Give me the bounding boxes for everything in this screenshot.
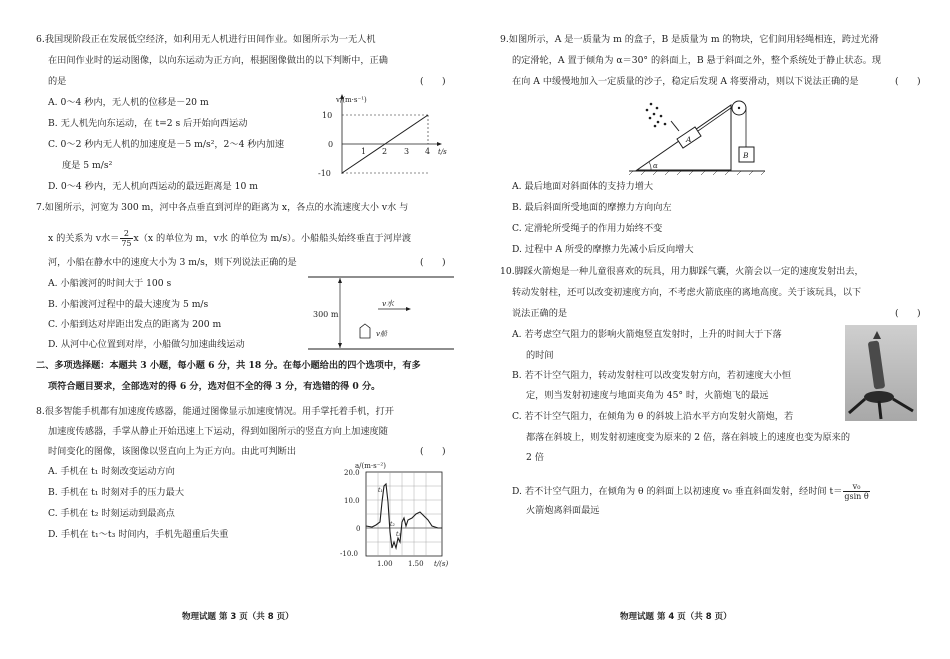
section2-heading-line1: 二、多项选择题：本题共 3 小题，每小题 6 分，共 18 分。在每小题给出的四个选项中，有多 bbox=[36, 360, 421, 371]
q9-option-c: C. 定滑轮所受绳子的作用力始终不变 bbox=[512, 223, 663, 234]
q7-stem-formula-prefix: x 的关系为 v水＝ bbox=[48, 233, 120, 244]
q10-option-a-cont: 的时间 bbox=[526, 350, 554, 361]
q10-option-c: C. 若不计空气阻力，在倾角为 θ 的斜坡上沿水平方向发射火箭炮，若 bbox=[512, 411, 794, 422]
q6-xtick-2: 2 bbox=[382, 147, 388, 156]
q6-option-a: A. 0～4 秒内，无人机的位移是－20 m bbox=[48, 97, 209, 108]
q6-option-c: C. 0～2 秒内无人机的加速度是－5 m/s²，2～4 秒内加速 bbox=[48, 139, 285, 150]
q10-option-b: B. 若不计空气阻力，转动发射柱可以改变发射方向，若初速度大小恒 bbox=[512, 370, 792, 381]
q8-option-d: D. 手机在 t₁～t₃ 时间内，手机先超重后失重 bbox=[48, 529, 229, 540]
q7-option-c: C. 小船到达对岸距出发点的距离为 200 m bbox=[48, 319, 222, 330]
q8-acceleration-graph bbox=[328, 462, 458, 570]
q7-vboat-label: v船 bbox=[376, 330, 387, 338]
q10-option-c-cont2: 2 倍 bbox=[526, 452, 544, 463]
q9-label-b: B bbox=[743, 151, 749, 160]
q9-sand-icon bbox=[646, 103, 667, 128]
q10-rocket-toy-photo bbox=[845, 325, 917, 421]
q8-ytick-0: 0 bbox=[356, 525, 361, 533]
q8-mark-t3: t₃ bbox=[396, 531, 401, 538]
q7-frac-numerator: 2 bbox=[120, 229, 132, 239]
q8-y-label: a/(m·s⁻²) bbox=[355, 462, 386, 470]
q9-stem-line3: 在向 A 中缓慢地加入一定质量的沙子，稳定后发现 A 将要滑动，则以下说法正确的是 bbox=[512, 76, 859, 87]
q9-ground-hatch bbox=[629, 171, 765, 175]
q8-mark-t1: t₁ bbox=[378, 487, 383, 494]
right-page-footer: 物理试题 第 4 页（共 8 页） bbox=[620, 612, 732, 622]
q7-option-d: D. 从河中心位置到对岸，小船做匀加速曲线运动 bbox=[48, 339, 245, 350]
q10-stem-line1: 10.脚踩火箭炮是一种儿童很喜欢的玩具，用力脚踩气囊，火箭会以一定的速度发射出去， bbox=[500, 266, 864, 277]
q8-ytick-20: 20.0 bbox=[344, 469, 360, 477]
q7-stem-line3: 河，小船在静水中的速度大小为 3 m/s，则下列说法正确的是 bbox=[48, 257, 297, 268]
q10-option-c-cont: 都落在斜坡上，则发射初速度变为原来的 2 倍，落在斜坡上的速度也变为原来的 bbox=[526, 432, 851, 443]
q9-answer-paren: ( ) bbox=[895, 76, 921, 87]
q8-ytick-10: 10.0 bbox=[344, 497, 360, 505]
q9-option-a: A. 最后地面对斜面体的支持力增大 bbox=[512, 181, 654, 192]
q7-option-a: A. 小船渡河的时间大于 100 s bbox=[48, 278, 172, 289]
q9-stem-line1: 9.如图所示，A 是一质量为 m 的盒子，B 是质量为 m 的物块，它们间用轻绳相连，跨过光滑 bbox=[500, 34, 879, 45]
q7-water-arrowhead bbox=[406, 307, 411, 311]
right-page bbox=[475, 0, 950, 659]
q10-option-a: A. 若考虑空气阻力的影响火箭炮竖直发射时，上升的时间大于下落 bbox=[512, 329, 782, 340]
q10-formula-numerator: v₀ bbox=[843, 482, 869, 492]
q6-ytick-0: 0 bbox=[328, 140, 334, 149]
section2-heading-line2: 项符合题目要求，全部选对的得 6 分，选对但不全的得 3 分，有选错的得 0 分。 bbox=[48, 381, 381, 392]
q9-pulley-axle bbox=[738, 107, 740, 109]
q6-stem-line3: 的是 bbox=[48, 76, 67, 87]
q8-grid bbox=[366, 472, 442, 556]
q9-angle-arc bbox=[649, 162, 651, 170]
q7-river-figure bbox=[308, 272, 458, 352]
q8-x-label: t/(s) bbox=[434, 560, 449, 568]
q7-option-b: B. 小船渡河过程中的最大速度为 5 m/s bbox=[48, 299, 209, 310]
q6-xtick-4: 4 bbox=[425, 147, 431, 156]
q8-ytick-neg10: -10.0 bbox=[340, 550, 358, 558]
q8-option-a: A. 手机在 t₁ 时刻改变运动方向 bbox=[48, 466, 175, 477]
q7-stem-line2 bbox=[48, 229, 411, 248]
q8-stem-line2: 加速度传感器，手掌从静止开始迅速上下运动，得到如图所示的竖直方向上加速度随 bbox=[48, 426, 388, 437]
q6-option-c-cont: 度是 5 m/s² bbox=[62, 160, 113, 171]
q9-alpha-label: α bbox=[653, 162, 658, 170]
q7-dim-arrow-up bbox=[338, 278, 342, 283]
q9-option-d: D. 过程中 A 所受的摩擦力先减小后反向增大 bbox=[512, 244, 694, 255]
q10-leg-front bbox=[879, 401, 881, 419]
q10-formula-denominator: gsin θ bbox=[844, 492, 869, 501]
q9-stem-line2: 的定滑轮，A 置于倾角为 α＝30° 的斜面上，B 悬于斜面之外，整个系统处于静止状态。现 bbox=[512, 55, 882, 66]
q7-frac-denominator: 75 bbox=[121, 239, 132, 248]
q6-stem-line1: 6.我国现阶段正在发展低空经济，如利用无人机进行田间作业。如图所示为一无人机 bbox=[36, 34, 376, 45]
q8-xtick-1: 1.00 bbox=[377, 560, 393, 568]
q8-option-b: B. 手机在 t₁ 时刻对手的压力最大 bbox=[48, 487, 185, 498]
q7-width-label: 300 m bbox=[313, 310, 339, 319]
q7-fraction bbox=[120, 229, 132, 248]
q6-velocity-graph bbox=[310, 92, 450, 182]
q7-vwater-label: v水 bbox=[382, 299, 394, 308]
q10-option-d-text: D. 若不计空气阻力，在倾角为 θ 的斜面上以初速度 v₀ 垂直斜面发射，经时间 t＝ bbox=[512, 486, 843, 497]
q8-answer-paren: ( ) bbox=[420, 446, 446, 457]
q6-option-b: B. 无人机先向东运动，在 t=2 s 后开始向西运动 bbox=[48, 118, 248, 129]
q6-x-arrow bbox=[437, 142, 442, 146]
q9-label-a: A bbox=[686, 135, 692, 144]
q8-stem-line3: 时间变化的图像，该图像以竖直向上为正方向。由此可判断出 bbox=[48, 446, 297, 457]
q6-ytick-neg10: -10 bbox=[318, 169, 331, 178]
q6-y-label: v/(m·s⁻¹) bbox=[336, 96, 367, 104]
q9-option-b: B. 最后斜面所受地面的摩擦力方向向左 bbox=[512, 202, 672, 213]
q8-xtick-2: 1.50 bbox=[408, 560, 424, 568]
q8-option-c: C. 手机在 t₂ 时刻运动到最高点 bbox=[48, 508, 175, 519]
q6-option-d: D. 0～4 秒内，无人机向西运动的最远距离是 10 m bbox=[48, 181, 258, 192]
q6-x-label: t/s bbox=[438, 148, 447, 156]
q10-stem-line3: 说法正确的是 bbox=[512, 308, 568, 319]
left-page-footer: 物理试题 第 3 页（共 8 页） bbox=[182, 612, 294, 622]
q7-answer-paren: ( ) bbox=[420, 257, 446, 268]
q10-stem-line2: 转动发射柱，还可以改变初速度方向，不考虑火箭底座的离地高度。关于该玩具，以下 bbox=[512, 287, 862, 298]
q10-answer-paren: ( ) bbox=[895, 308, 921, 319]
q6-stem-line2: 在田间作业时的运动图像，以向东运动为正方向，根据图像做出的以下判断中，正确 bbox=[48, 55, 388, 66]
q6-xtick-1: 1 bbox=[361, 147, 367, 156]
q7-boat-icon bbox=[360, 324, 370, 338]
q7-stem-line1: 7.如图所示，河宽为 300 m，河中各点垂直到河岸的距离为 x，各点的水流速度大小 v水 与 bbox=[36, 202, 409, 213]
q10-option-b-cont: 定，则当发射初速度与地面夹角为 45° 时，火箭炮飞的最远 bbox=[526, 390, 769, 401]
q6-xtick-3: 3 bbox=[404, 147, 410, 156]
q8-stem-line1: 8.很多智能手机都有加速度传感器，能通过图像显示加速度情况。用手掌托着手机，打开 bbox=[36, 406, 394, 417]
q7-stem-formula-suffix: x（x 的单位为 m，v水 的单位为 m/s）。小船船头始终垂直于河岸渡 bbox=[133, 233, 412, 244]
q6-answer-paren: ( ) bbox=[420, 76, 446, 87]
q10-formula bbox=[843, 482, 869, 501]
q6-ytick-10: 10 bbox=[322, 111, 333, 120]
q8-mark-t2: t₂ bbox=[390, 521, 395, 528]
q10-option-d bbox=[512, 482, 871, 501]
q9-incline-figure bbox=[625, 95, 795, 175]
q10-option-d-cont: 火箭炮离斜面最远 bbox=[526, 505, 600, 516]
q9-pour-mark bbox=[671, 121, 679, 131]
q7-dim-arrow-down bbox=[338, 343, 342, 348]
